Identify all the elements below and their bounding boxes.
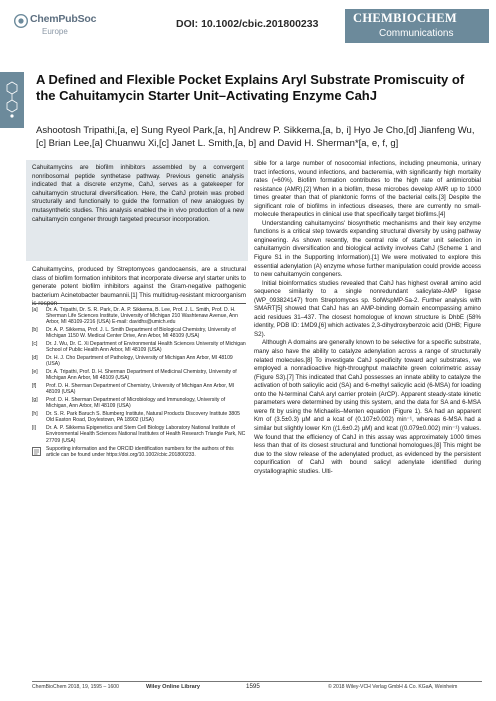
affiliation-tag: [i]: [32, 425, 36, 432]
body-paragraph: sible for a large number of nosocomial infections, including pneumonia, urinary tract infections, wound infections, and bacteremia, with significantly high mortality rates (≈60%). Biofilm formation contributes to the high rate of antimicrobial resistance (AMR).[2] When in a biofilm, these microbes develop AMR up to 1000 times greater than that of planktonic forms of the bacterial cells.[3] Despite the significant role of biofilms in infectious diseases, there are currently no small-molecule therapeutics in clinical use that specifically target biofilms.[4]: [254, 160, 481, 219]
affiliation-item: [32, 411, 246, 423]
affiliation-item: [32, 327, 246, 339]
affiliation-text: Dr. A. P. Sikkema Epigenetics and Stem Cell Biology Laboratory National Institute of Environmental Health Sciences National Institutes of Health Research Triangle Park, NC 27709 (USA): [46, 425, 246, 444]
logo-subtitle: Europe: [42, 27, 68, 36]
affiliation-item: [32, 355, 246, 367]
publisher-logo[interactable]: [14, 12, 97, 40]
affiliation-text: Dr. S. R. Park Baruch S. Blumberg Institute, Natural Products Discovery Institute 3805 Old Easton Road, Doylestown, PA 18902 (USA): [46, 411, 240, 424]
affiliation-item: [32, 341, 246, 353]
logo-title: ChemPubSoc: [30, 13, 97, 25]
body-paragraph: Initial bioinformatics studies revealed that CahJ has highest overall amino acid sequence similarity to a single nonredundant salicylate-AMP ligase (WP_093824147) from Streptomyces sp. SolWspMP-5a-2. Further analysis with SMART[5] showed that CahJ has an AMP-binding domain encompassing amino acid residues 31–437. The closest homologue of known structure is DhbE (58% identity, PDB ID: 1MD9,[6] which activates 2,3-dihydroxybenzoic acid (DHB; Figure S2).: [254, 279, 481, 338]
affiliation-item: [32, 369, 246, 381]
chempubsoc-logo-icon: [14, 14, 28, 28]
affiliation-text: Dr. J. Wu, Dr. C. Xi Department of Environmental Health Sciences University of Michigan School of Public Health Ann Arbor, MI 48109 (USA): [46, 341, 246, 354]
affiliation-list: [32, 307, 246, 458]
page-header: [0, 0, 496, 50]
affiliation-tag: [b]: [32, 327, 38, 334]
affiliation-tag: [a]: [32, 307, 38, 313]
affiliation-text: Dr. H. J. Cho Department of Pathology, University of Michigan Ann Arbor, MI 48109 (USA): [46, 355, 233, 368]
affiliation-item: [32, 425, 246, 444]
affiliation-tag: [d]: [32, 355, 38, 362]
affiliation-tag: [g]: [32, 397, 38, 404]
supporting-info-text: Supporting information and the ORCID identification numbers for the authors of this article can be found under https://doi.org/10.1002/cbic.201800233.: [46, 445, 234, 459]
doi-label[interactable]: DOI: 10.1002/cbic.201800233: [176, 18, 319, 30]
journal-banner: [345, 9, 489, 43]
body-paragraph: Although A domains are generally known to be selective for a specific substrate, many also have the ability to catalyze adenylation across a range of structurally related molecules.[8] To investigate CahJ specificity toward acyl substrates, we employed a nonradioactive high-throughput malachite green colorimetric assay (Figure S3).[7] This indicated that CahJ possesses an innate ability to catalyze the activation of both salicylic acid (SA) and 6-methyl salicylic acid (6-MSA) for loading onto the N-terminal CahA aryl carrier protein (ArCP). Apparent steady-state kinetic parameters were determined by using this system, and the data for SA and 6-MSA were fit by using the Michaelis–Menten equation (Figure 1). SA had an apparent Km of (3.5±0.3) µM and a kcat of (0.107±0.002) min⁻¹, whereas 6-MSA had a similar but slightly lower Km ((1.6±0.2) µM) and kcat ((0.079±0.002) min⁻¹) values. We found that the efficiency of CahJ in this assay was approximately 1000 times less than that of its closest structural and functional homologues.[8] This might be due to the slow release of the adenylated product, as evidenced by the persistent copurification of CahJ with bound salicyl adenylate identified during crystallographic studies. Ulti-: [254, 339, 481, 475]
document-icon: [32, 447, 41, 456]
article-type: Communications: [379, 28, 454, 39]
affiliation-text: Prof. D. H. Sherman Department of Chemistry, University of Michigan Ann Arbor, MI 48109 (USA): [46, 383, 235, 396]
affiliation-item: [32, 383, 246, 395]
supporting-info-note[interactable]: [32, 446, 246, 458]
affiliation-tag: [c]: [32, 341, 38, 348]
intro-paragraph: Cahuitamycins, produced by Streptomyces gandocaensis, are a structural class of biofilm formation inhibitors that incorporate diverse aryl starter units to generate potent biofilm inhibitors against the Gram-negative pathogenic bacterium Acinetobacter baumannii.[1] This multidrug-resistant microorganism is respon-: [32, 266, 246, 308]
right-column: [254, 160, 481, 476]
affiliation-divider: [32, 303, 246, 304]
body-paragraph: Understanding cahuitamycins' biosynthetic mechanisms and their key enzyme functions is a critical step towards expanding structural diversity by using pathway engineering. As shown recently, the central role of starter unit selection in cahuitamycin diversification and biological activity involves CahJ (Scheme 1 and Figure S1 in the Supporting Information).[1] We were motivated to explore this essential adenylation (A) enzyme whose further manipulation could provide access to new cahuitamycin congeners.: [254, 219, 481, 279]
abstract-text: Cahuitamycins are biofilm inhibitors assembled by a convergent nonribosomal peptide synthetase pathway. Previous genetic analysis indicated that a discrete enzyme, CahJ, serves as a gatekeeper for cahuitamycin structural diversification. Here, the CahJ protein was probed structurally and functionally to guide the formation of new analogues by mutasynthetic studies. This analysis enabled the in vivo production of a new cahuitamycin congener through targeted precursor incorporation.: [32, 164, 244, 223]
affiliation-text: Dr. A. Tripathi, Prof. D. H. Sherman Department of Medicinal Chemistry, University of Michigan Ann Arbor, MI 48109 (USA): [46, 369, 237, 382]
citation-footer: ChemBioChem 2018, 19, 1595 – 1600: [32, 684, 119, 690]
author-list: Ashootosh Tripathi,[a, e] Sung Ryeol Park,[a, h] Andrew P. Sikkema,[a, b, i] Hyo Je Cho,[d] Jianfeng Wu,[c] Brian Lee,[a] Chuanwu Xi,[c] Janet L. Smith,[a, b] and David H. Sherman*[a, e, f, g]: [36, 125, 475, 149]
affiliation-text: Prof. D. H. Sherman Department of Microbiology and Immunology, University of Michigan, Ann Arbor, MI 48109 (USA): [46, 397, 226, 410]
article-title: A Defined and Flexible Pocket Explains Aryl Substrate Promiscuity of the Cahuitamycin Starter Unit–Activating Enzyme CahJ: [36, 72, 465, 103]
wiley-online-library-link[interactable]: Wiley Online Library: [146, 684, 201, 690]
affiliation-text: Dr. A. P. Sikkema, Prof. J. L. Smith Department of Biological Chemistry, University of Michigan 1150 W. Medical Center Drive, Ann Arbor, MI 48109 (USA): [46, 327, 236, 340]
affiliation-tag: [e]: [32, 369, 38, 376]
affiliation-item: [32, 397, 246, 409]
journal-name: CHEMBIOCHEM: [353, 11, 457, 25]
affiliation-text: Dr. A. Tripathi, Dr. S. R. Park, Dr. A. P. Sikkema, B. Lee, Prof. J. L. Smith, Prof. D. H. Sherman Life Sciences Institute, University of Michigan 210 Washtenaw Avenue, Ann Arbor, MI 48109-2216 (USA) E-mail: davidhs@umich.edu: [46, 307, 238, 326]
affiliation-tag: [f]: [32, 383, 37, 390]
copyright-notice: © 2018 Wiley-VCH Verlag GmbH & Co. KGaA, Weinheim: [328, 684, 458, 690]
affiliation-item: [32, 307, 246, 326]
footer-divider: [32, 681, 482, 682]
molecule-icon: [6, 80, 18, 120]
page-number: 1595: [246, 683, 260, 690]
affiliation-tag: [h]: [32, 411, 38, 418]
